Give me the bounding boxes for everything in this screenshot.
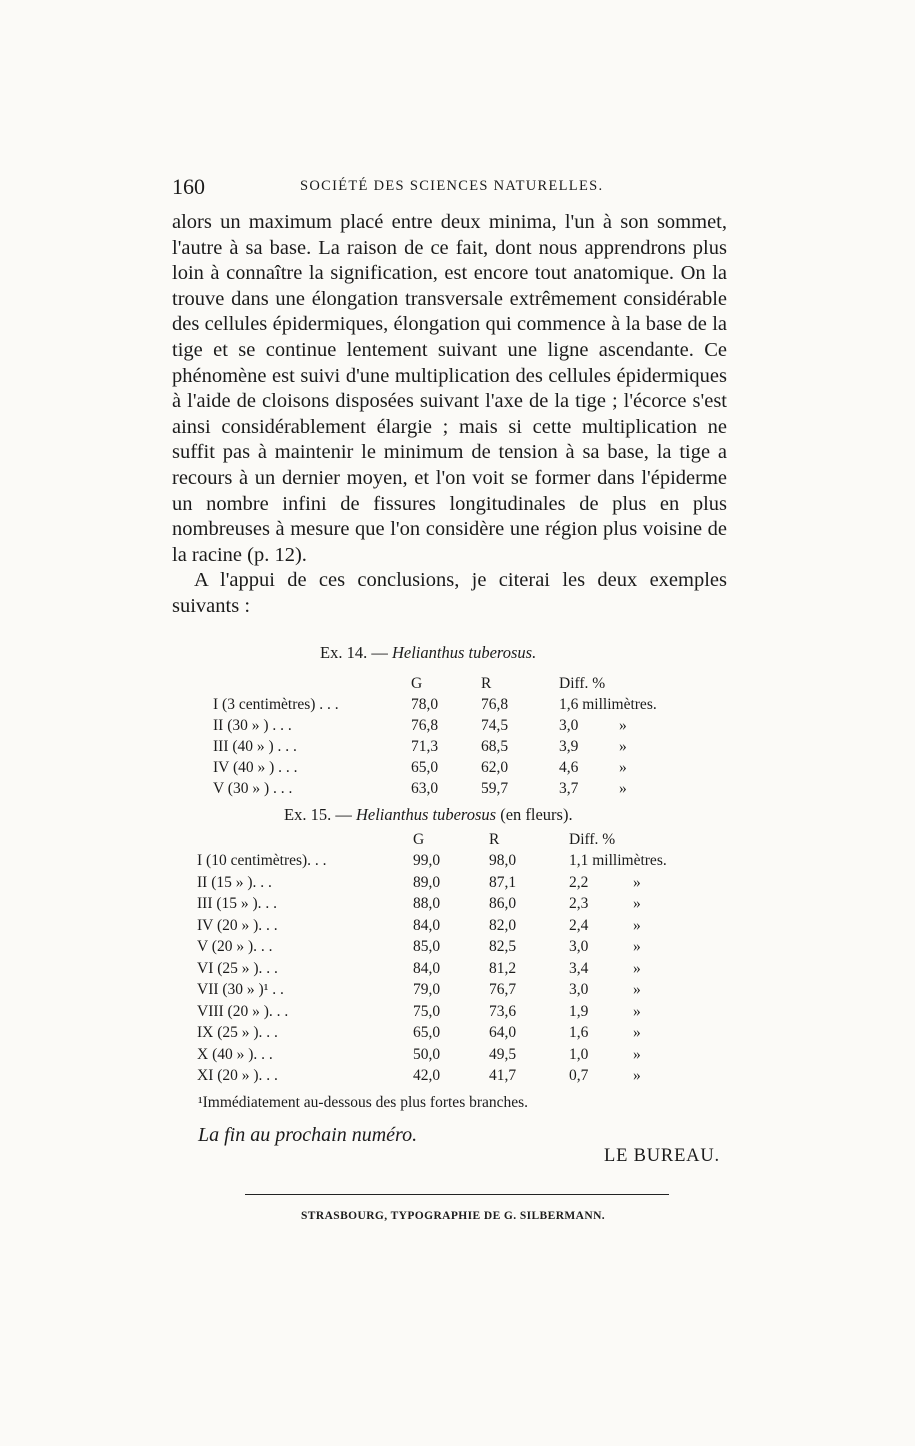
ditto-mark: »: [619, 716, 627, 734]
column-header-g: G: [411, 674, 423, 692]
value-r: 73,6: [489, 1002, 517, 1020]
ditto-mark: »: [633, 916, 641, 934]
ditto-mark: »: [619, 779, 627, 797]
row-label: IX (25 » ). . .: [197, 1024, 278, 1042]
table-row: [213, 778, 699, 799]
value-r: 76,8: [481, 695, 509, 713]
value-diff: 3,0: [559, 716, 579, 734]
example-15-table: [197, 829, 713, 1087]
value-g: 42,0: [413, 1067, 441, 1085]
value-r: 62,0: [481, 758, 509, 776]
column-header-r: R: [481, 674, 492, 692]
paragraph-2: A l'appui de ces conclusions, je citerai les deux exemples suivants :: [172, 569, 727, 617]
row-label: II (15 » ). . .: [197, 873, 272, 891]
value-r: 81,2: [489, 959, 517, 977]
table-row: [197, 980, 713, 1002]
paragraph-1: alors un maximum placé entre deux minima, l'un à son sommet, l'autre à sa base. La raison de ce fait, dont nous apprendrons plus loin à connaître la signification, est encore tout anatomique. On la trouve dans une élongation transversale extrêmement considérable des cellules épidermiques, élongation qui commence à la base de la tige et se continue lentement suivant une ligne ascendante. Ce phénomène est suivi d'une multiplication des cellules épidermiques à l'aide de cloisons disposées suivant l'axe de la tige ; l'écorce s'est ainsi considérablement élargie ; mais si cette multiplication ne suffit pas à maintenir le minimum de tension à sa base, la tige a recours à un dernier moyen, et l'on voit se former dans l'épiderme un nombre infini de fissures longitudinales de plus en plus nombreuses à mesure que l'on considère une région plus voisine de la racine (p. 12).: [172, 211, 727, 566]
row-label: IV (40 » ) . . .: [213, 758, 298, 776]
ditto-mark: »: [633, 873, 641, 891]
table-row: [197, 851, 713, 873]
continued-note: La fin au prochain numéro.: [198, 1124, 418, 1146]
ditto-mark: »: [633, 981, 641, 999]
value-r: 87,1: [489, 873, 517, 891]
value-diff: 2,2: [569, 873, 589, 891]
table-header-row: [213, 673, 699, 694]
row-label: X (40 » ). . .: [197, 1045, 273, 1063]
value-diff: 1,6: [569, 1024, 589, 1042]
ditto-mark: »: [633, 1067, 641, 1085]
ditto-mark: »: [619, 758, 627, 776]
value-r: 68,5: [481, 737, 509, 755]
example-14-prefix: Ex. 14. —: [320, 643, 392, 662]
table-row: [197, 915, 713, 937]
header-empty: [213, 673, 403, 694]
value-g: 89,0: [413, 873, 441, 891]
imprint-rule: [245, 1194, 669, 1195]
row-label: XI (20 » ). . .: [197, 1067, 278, 1085]
value-g: 50,0: [413, 1045, 441, 1063]
table-row: [197, 1023, 713, 1045]
table-row: [197, 958, 713, 980]
value-r: 98,0: [489, 852, 517, 870]
table-row: [213, 715, 699, 736]
value-g: 84,0: [413, 916, 441, 934]
table-row: [197, 872, 713, 894]
value-r: 74,5: [481, 716, 509, 734]
header-empty: [197, 829, 405, 851]
example-15-prefix: Ex. 15. —: [284, 805, 356, 824]
row-label: V (30 » ) . . .: [213, 779, 293, 797]
ditto-mark: »: [633, 895, 641, 913]
value-diff: 0,7: [569, 1067, 589, 1085]
table-row: [197, 1001, 713, 1023]
ditto-mark: »: [633, 938, 641, 956]
value-diff: 2,3: [569, 895, 589, 913]
value-g: 65,0: [411, 758, 439, 776]
row-label: VI (25 » ). . .: [197, 959, 278, 977]
example-15-species: Helianthus tuberosus: [355, 805, 497, 824]
column-header-g: G: [413, 830, 425, 848]
value-r: 82,5: [489, 938, 517, 956]
value-r: 76,7: [489, 981, 517, 999]
value-g: 75,0: [413, 1002, 441, 1020]
value-diff: 3,0: [569, 981, 589, 999]
value-diff: 3,7: [559, 779, 579, 797]
example-14-title: [320, 643, 536, 663]
value-r: 82,0: [489, 916, 517, 934]
printer-imprint: STRASBOURG, TYPOGRAPHIE DE G. SILBERMANN.: [301, 1210, 606, 1222]
value-g: 63,0: [411, 779, 439, 797]
value-r: 41,7: [489, 1067, 517, 1085]
value-r: 49,5: [489, 1045, 517, 1063]
value-r: 64,0: [489, 1024, 517, 1042]
value-diff: 1,6 millimètres.: [559, 695, 657, 713]
value-g: 71,3: [411, 737, 439, 755]
table-header-row: [197, 829, 713, 851]
row-label: II (30 » ) . . .: [213, 716, 292, 734]
ditto-mark: »: [633, 1024, 641, 1042]
table-row: [213, 736, 699, 757]
value-g: 84,0: [413, 959, 441, 977]
value-r: 86,0: [489, 895, 517, 913]
signature: LE BUREAU.: [604, 1146, 720, 1166]
example-15-suffix: (en fleurs).: [496, 805, 573, 824]
page-header: [172, 174, 727, 200]
row-label: VIII (20 » ). . .: [197, 1002, 289, 1020]
running-title: SOCIÉTÉ DES SCIENCES NATURELLES.: [300, 178, 604, 194]
row-label: I (10 centimètres). . .: [197, 852, 327, 870]
row-label: V (20 » ). . .: [197, 938, 273, 956]
value-diff: 1,9: [569, 1002, 589, 1020]
value-g: 78,0: [411, 695, 439, 713]
value-g: 76,8: [411, 716, 439, 734]
table-row: [213, 694, 699, 715]
example-15-title: [284, 805, 573, 825]
column-header-diff: Diff. %: [569, 830, 616, 848]
value-g: 85,0: [413, 938, 441, 956]
ditto-mark: »: [633, 1002, 641, 1020]
table-row: [213, 757, 699, 778]
ditto-mark: »: [633, 959, 641, 977]
table-row: [197, 1066, 713, 1088]
value-r: 59,7: [481, 779, 509, 797]
table-row: [197, 894, 713, 916]
value-diff: 3,4: [569, 959, 589, 977]
body-text: [172, 210, 727, 620]
value-g: 88,0: [413, 895, 441, 913]
row-label: I (3 centimètres) . . .: [213, 695, 339, 713]
value-diff: 1,1 millimètres.: [569, 852, 667, 870]
value-g: 79,0: [413, 981, 441, 999]
footnote: ¹Immédiatement au-dessous des plus fortes branches.: [198, 1094, 529, 1111]
value-diff: 2,4: [569, 916, 589, 934]
value-g: 99,0: [413, 852, 441, 870]
column-header-r: R: [489, 830, 500, 848]
value-diff: 3,9: [559, 737, 579, 755]
value-g: 65,0: [413, 1024, 441, 1042]
value-diff: 4,6: [559, 758, 579, 776]
row-label: III (40 » ) . . .: [213, 737, 297, 755]
example-14-table: [213, 673, 699, 799]
page-number: 160: [172, 174, 205, 199]
table-row: [197, 1044, 713, 1066]
row-label: VII (30 » )¹ . .: [197, 981, 284, 999]
column-header-diff: Diff. %: [559, 674, 606, 692]
value-diff: 3,0: [569, 938, 589, 956]
table-row: [197, 937, 713, 959]
row-label: IV (20 » ). . .: [197, 916, 278, 934]
value-diff: 1,0: [569, 1045, 589, 1063]
ditto-mark: »: [619, 737, 627, 755]
example-14-species: Helianthus tuberosus.: [391, 643, 537, 662]
ditto-mark: »: [633, 1045, 641, 1063]
row-label: III (15 » ). . .: [197, 895, 278, 913]
